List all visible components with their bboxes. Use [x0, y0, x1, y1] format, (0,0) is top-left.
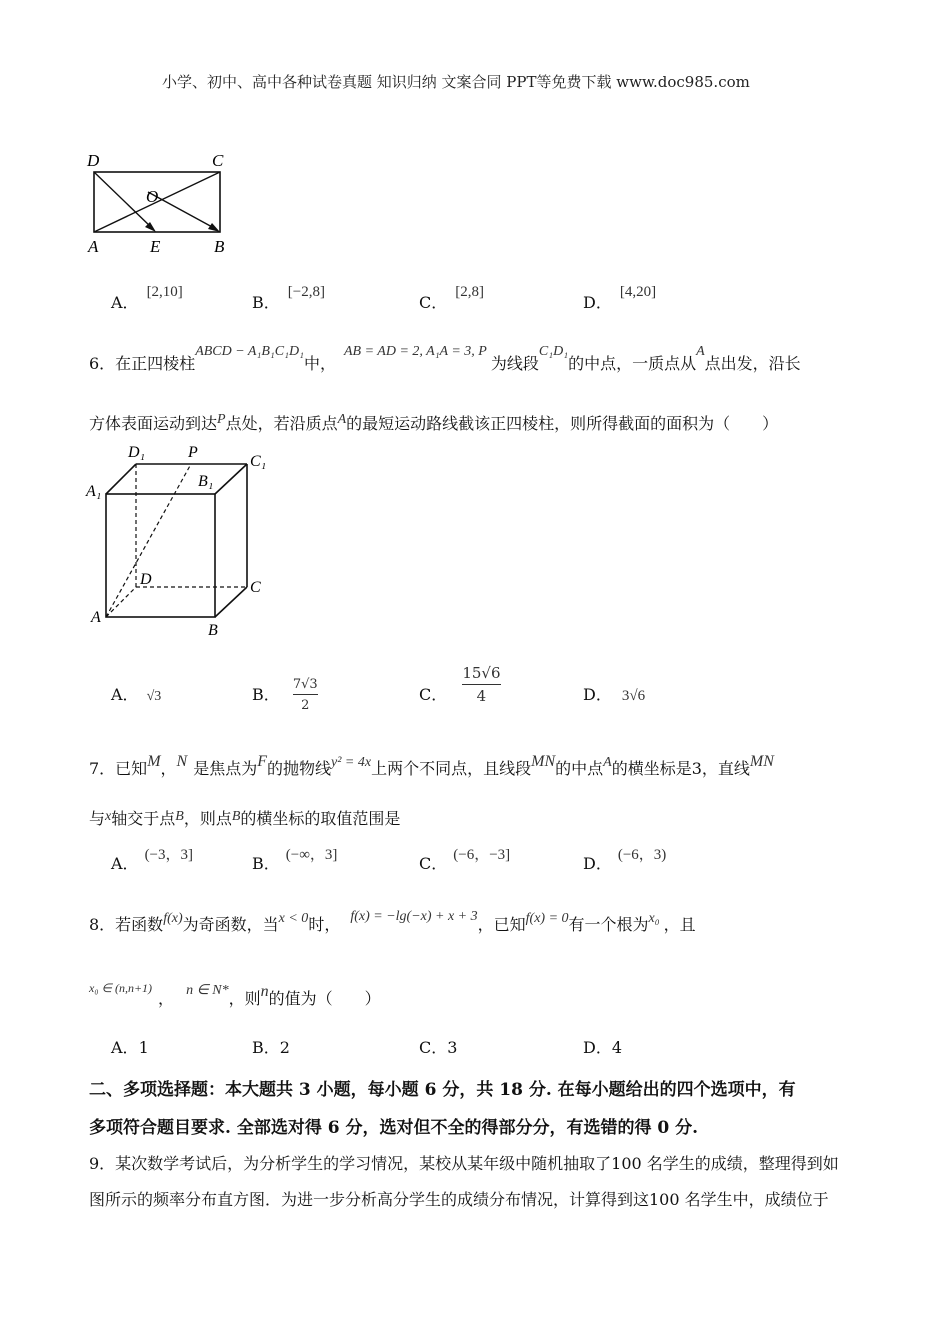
option-letter: A． [111, 1038, 139, 1057]
option-letter: C． [419, 1038, 448, 1057]
q8-option-d [583, 1035, 622, 1058]
option-letter: C． [419, 293, 448, 312]
q6-math: A [696, 344, 705, 359]
option-letter: B． [252, 1038, 280, 1057]
q7-text: 上两个不同点，且线段 [371, 759, 532, 778]
q6-option-b [252, 670, 318, 712]
option-letter: B． [252, 685, 280, 704]
q7-option-c [419, 847, 511, 874]
label-E: E [150, 237, 161, 256]
label-D1: D₁ [128, 444, 146, 461]
figure-rectangle [80, 148, 240, 258]
q7-option-a [111, 847, 194, 874]
option-value: √3 [146, 689, 162, 704]
q8-text: ，则 [228, 989, 261, 1008]
q8-text: ， [158, 989, 175, 1008]
q6-option-d [583, 682, 645, 705]
option-letter: D． [583, 293, 612, 312]
q8-text: 时， [308, 915, 341, 934]
q8-text: 8．若函数 [89, 915, 164, 934]
label-C: C [250, 579, 261, 596]
q6-text: 方体表面运动到达 [89, 414, 218, 433]
figure-prism [84, 440, 284, 640]
q8-math: f(x) = 0 [525, 911, 569, 926]
q9-line-1: 9．某次数学考试后，为分析学生的学习情况，某校从某年级中随机抽取了100 名学生的成绩，整理得到如 [89, 1154, 839, 1173]
q7-text: ， [160, 759, 177, 778]
q8-text: ，已知 [477, 915, 526, 934]
q8-option-b [252, 1035, 290, 1058]
q6-text: 的中点，一质点从 [568, 354, 697, 373]
q7-math: M [147, 753, 161, 770]
option-value: [2,8] [455, 284, 484, 300]
q7-line-1 [89, 753, 774, 779]
option-value: 4 [611, 1038, 623, 1057]
q8-math: x < 0 [278, 911, 309, 926]
q7-option-d [583, 847, 667, 874]
q7-option-b [252, 847, 338, 874]
label-B: B [214, 237, 225, 256]
q5-option-d [583, 284, 657, 313]
q6-option-a [111, 682, 161, 705]
q7-text: 轴交于点 [111, 809, 176, 828]
q6-option-c [419, 660, 501, 704]
q6-math: A [337, 412, 347, 427]
q8-option-a [111, 1035, 149, 1058]
q8-text: 为奇函数，当 [182, 915, 279, 934]
q6-text: 的最短运动路线截该正四棱柱，则所得截面的面积为（ ） [346, 414, 779, 433]
q7-text: ，则点 [183, 809, 232, 828]
option-value: (−3，3] [144, 847, 194, 863]
label-C1: C₁ [250, 453, 267, 470]
option-value: [2,10] [146, 284, 183, 300]
q7-math: B [175, 809, 184, 824]
option-letter: C． [419, 685, 448, 704]
q6-math: C₁D₁ [538, 344, 569, 359]
option-letter: A． [111, 854, 139, 873]
q6-text: 为线段 [490, 354, 539, 373]
option-value: 3√6 [621, 688, 646, 704]
option-letter: D． [583, 1038, 612, 1057]
q5-option-a [111, 284, 183, 313]
q8-math: n ∈ N* [186, 983, 229, 998]
q5-option-c [419, 284, 484, 313]
q6-math: ABCD − A₁B₁C₁D₁ [195, 344, 304, 359]
option-letter: C． [419, 854, 448, 873]
page-header: 小学、初中、高中各种试卷真题 知识归纳 文案合同 PPT等免费下载 www.doc985.com [162, 73, 750, 91]
q7-text: 与 [89, 809, 106, 828]
label-A1: A₁ [86, 483, 102, 500]
q7-math: N [176, 753, 188, 770]
label-D: D [87, 151, 100, 170]
label-D: D [140, 571, 152, 588]
q8-text: ，且 [663, 915, 696, 934]
label-C: C [212, 151, 224, 170]
q7-math: F [257, 753, 267, 770]
option-value: [−2,8] [287, 284, 325, 300]
option-letter: D． [583, 854, 612, 873]
q8-text: 的值为（ ） [268, 989, 381, 1008]
option-value: (−6，3) [617, 847, 667, 863]
option-letter: D． [583, 685, 612, 704]
q7-text: 7．已知 [89, 759, 148, 778]
q7-text: 的抛物线 [267, 759, 332, 778]
option-value: 3 [447, 1038, 458, 1057]
option-letter: B． [252, 854, 280, 873]
label-B1: B₁ [198, 473, 214, 490]
fraction [293, 678, 318, 712]
q8-math: x₀ ∈ (n,n+1) [89, 981, 153, 995]
q8-text: 有一个根为 [568, 915, 649, 934]
option-letter: B． [252, 293, 280, 312]
option-value: (−∞，3] [285, 847, 338, 863]
q7-math: A [603, 755, 612, 770]
q8-math: f(x) [163, 911, 183, 926]
q8-math: f(x) = −lg(−x) + x + 3 [350, 909, 478, 924]
q7-text: 的横坐标的取值范围是 [240, 809, 401, 828]
fraction [462, 666, 500, 704]
option-value: 1 [138, 1038, 149, 1057]
option-letter: A． [111, 293, 139, 312]
option-letter: A． [111, 685, 139, 704]
q6-line-1 [89, 344, 801, 374]
q6-text: 6．在正四棱柱 [89, 354, 196, 373]
label-A: A [88, 237, 99, 256]
q8-math: x₀ [648, 911, 660, 926]
q9-line-2: 图所示的频率分布直方图．为进一步分析高分学生的成绩分布情况，计算得到这100 名学生中，成绩位于 [89, 1190, 829, 1209]
numerator: 15√6 [462, 664, 501, 682]
q7-math: x [105, 809, 112, 824]
denominator: 4 [476, 687, 487, 705]
label-B: B [208, 622, 218, 639]
denominator: 2 [301, 698, 310, 713]
q8-math: n [260, 983, 269, 1000]
q8-line-1 [89, 909, 696, 935]
label-P: P [188, 444, 198, 461]
q5-option-b [252, 284, 325, 313]
q8-line-2 [89, 981, 381, 1009]
q7-line-2 [89, 806, 400, 829]
q7-text: 是焦点为 [193, 759, 258, 778]
label-A: A [91, 609, 101, 626]
option-value: (−6，−3] [453, 847, 511, 863]
q7-text: 的中点 [555, 759, 604, 778]
q6-math: AB = AD = 2, A₁A = 3, P [343, 344, 487, 359]
section-heading-line-1: 二、多项选择题：本大题共 3 小题，每小题 6 分，共 18 分. 在每小题给出的四个选项中，有 [89, 1080, 796, 1100]
q7-math: MN [749, 753, 774, 770]
label-O: O [146, 187, 159, 206]
q7-math: MN [531, 753, 556, 770]
option-value: 2 [279, 1038, 290, 1057]
section-heading-line-2: 多项符合题目要求. 全部选对得 6 分，选对但不全的得部分分，有选错的得 0 分. [89, 1118, 699, 1138]
q7-math: y² = 4x [331, 755, 372, 770]
q6-math: P [217, 412, 226, 427]
q8-option-c [419, 1035, 457, 1058]
numerator: 7√3 [292, 677, 318, 692]
option-value: [4,20] [619, 284, 657, 300]
q7-text: 的横坐标是3，直线 [611, 759, 750, 778]
q6-line-2 [89, 411, 778, 434]
q7-math: B [231, 809, 241, 824]
q6-text: 点出发，沿长 [704, 354, 801, 373]
q6-text: 点处，若沿质点 [225, 414, 338, 433]
q6-text: 中， [303, 354, 336, 373]
